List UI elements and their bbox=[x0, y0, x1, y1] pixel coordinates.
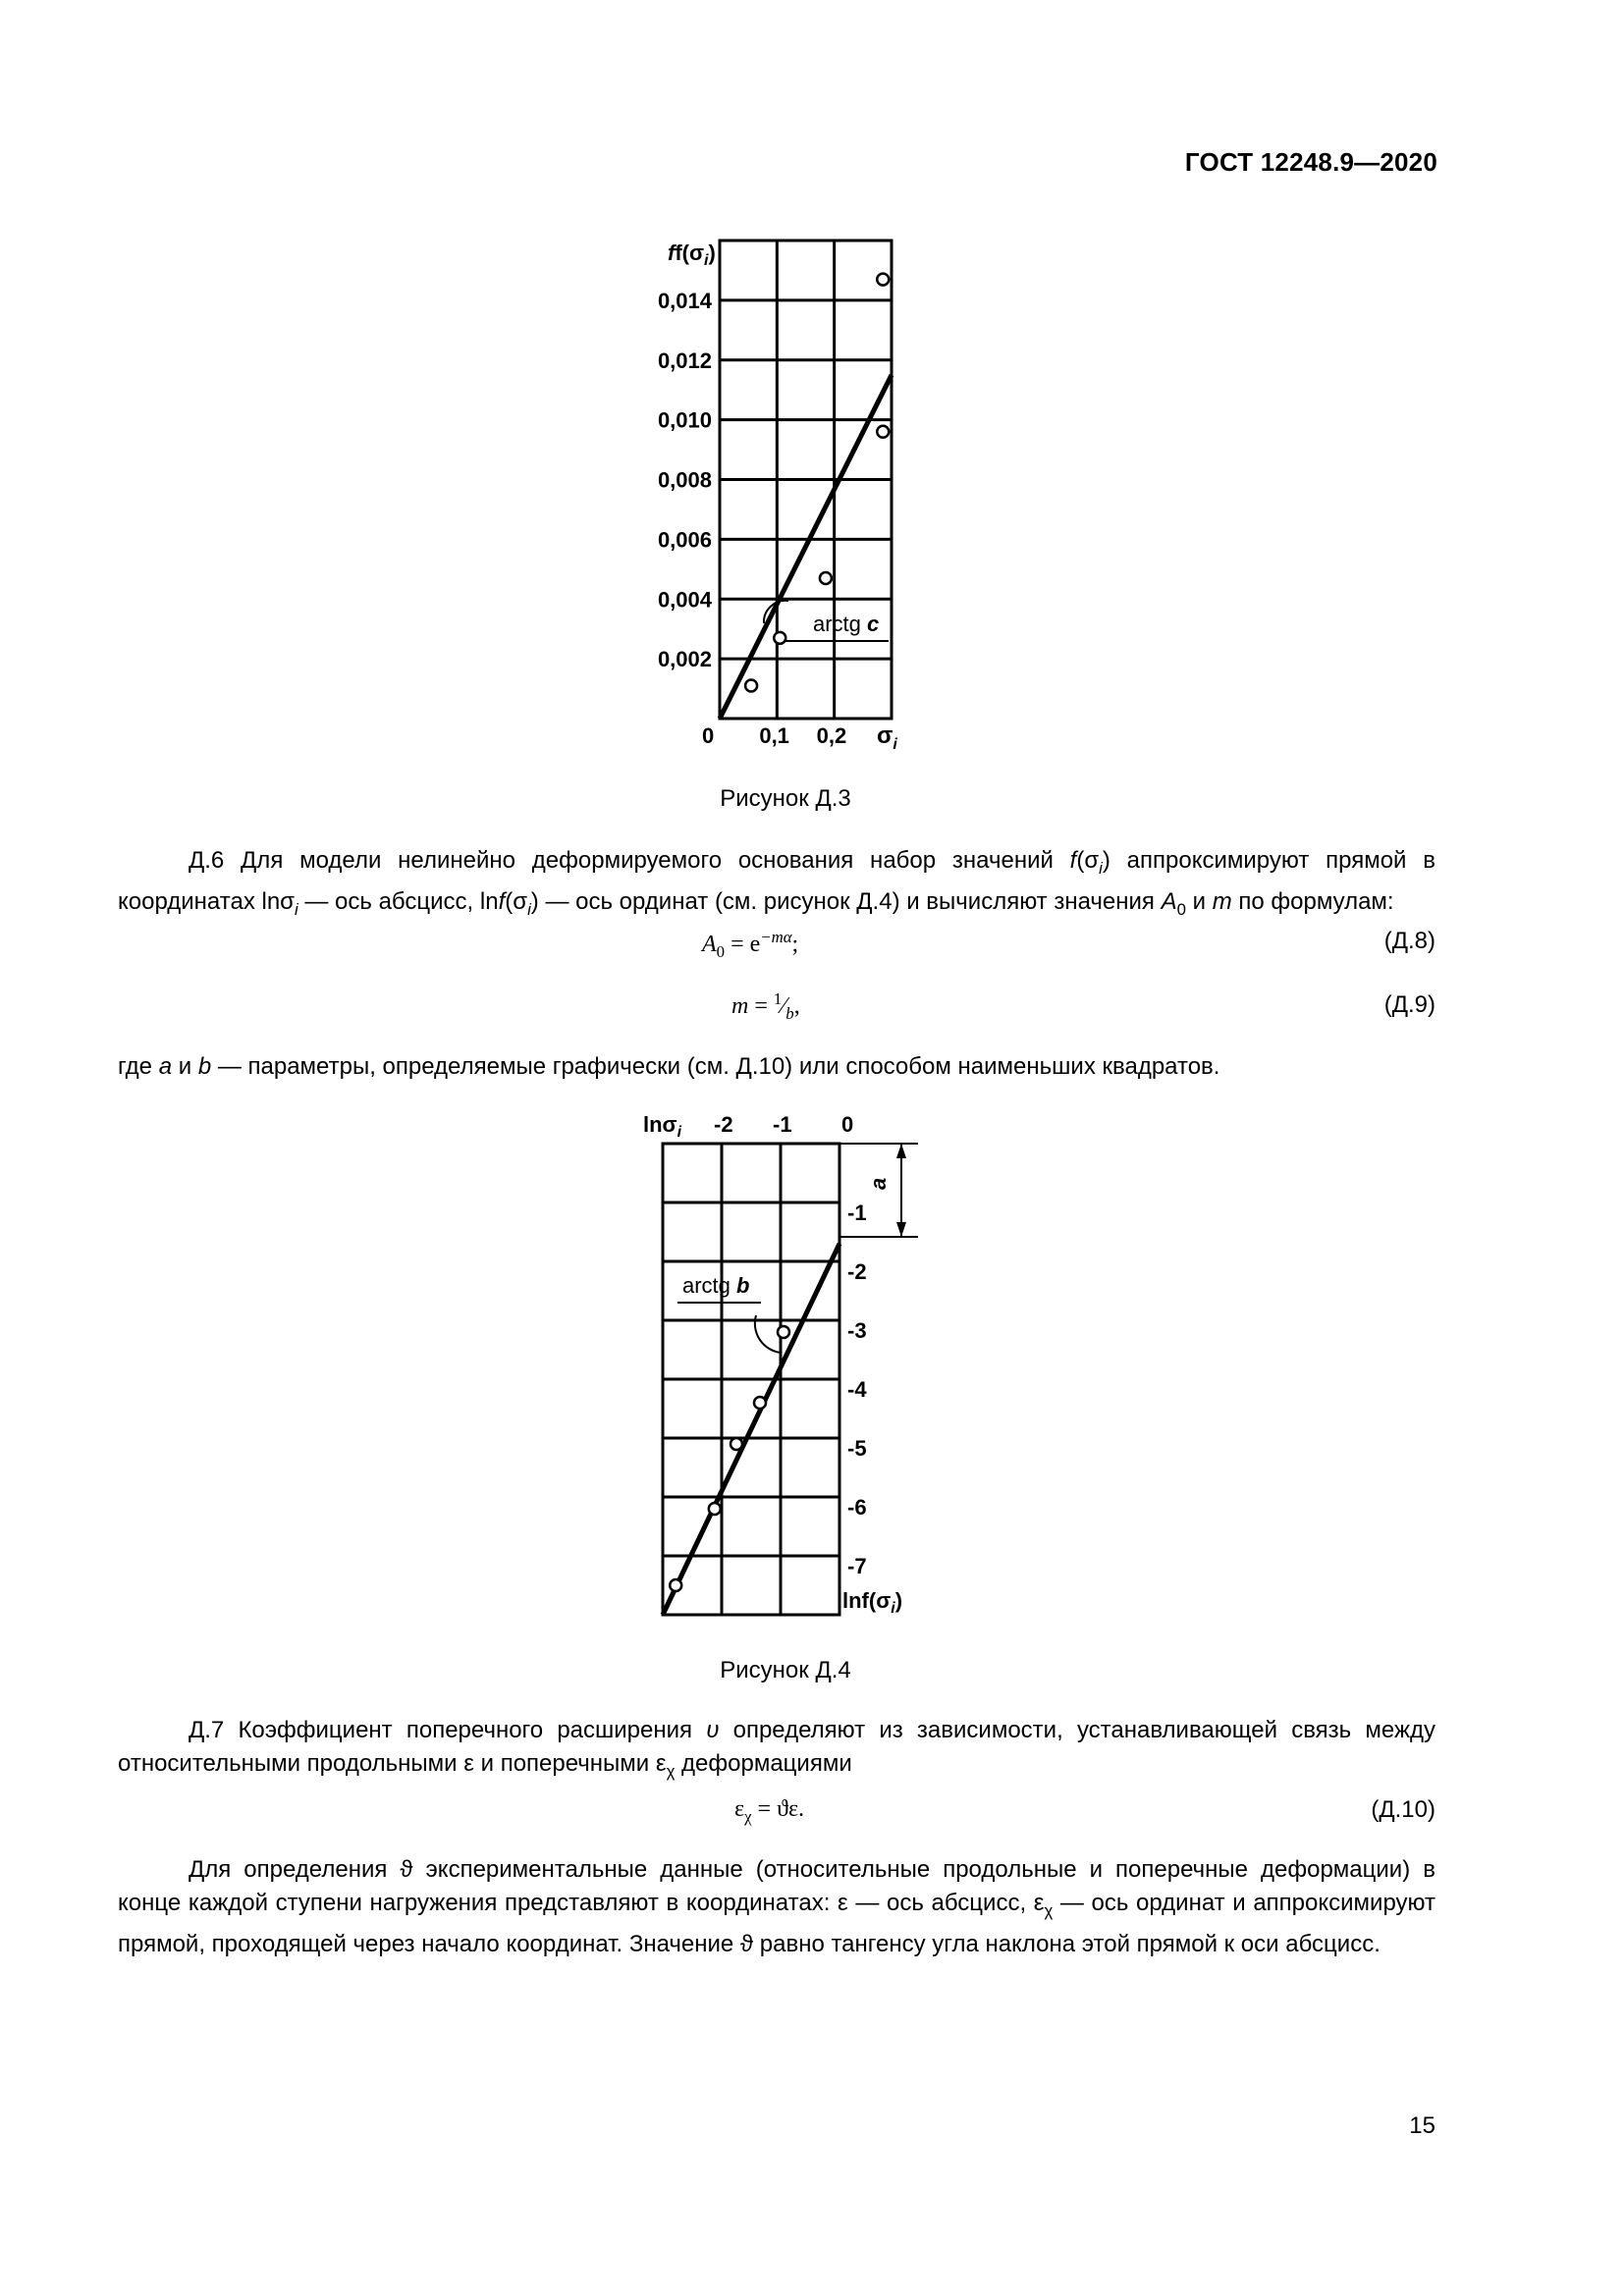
d3-data-point bbox=[877, 426, 889, 438]
d4-x-tick-label: -2 bbox=[714, 1112, 733, 1137]
d4-x-tick-label: 0 bbox=[841, 1112, 854, 1137]
paragraph-d7: Д.7 Коэффициент поперечного расширения υ определяют из зависимости, устанавливающей связь между относительными продольными ε и поперечными $\varepsilon_\chi$ деформациями bbox=[118, 1717, 1436, 1781]
d3-data-point bbox=[745, 680, 757, 692]
d3-data-point bbox=[877, 274, 889, 286]
d3-x-tick-label: 0,2 bbox=[816, 723, 847, 748]
figure-d3-caption: Рисунок Д.3 bbox=[720, 785, 851, 812]
d3-angle-label: arctg c bbox=[813, 612, 880, 636]
d4-y-tick-label: -7 bbox=[847, 1554, 867, 1578]
d4-dimension-label: a bbox=[866, 1177, 891, 1190]
figure-d4-chart bbox=[638, 1104, 933, 1644]
d3-y-tick-label: 0,014 bbox=[657, 288, 712, 313]
d4-y-tick-label: -1 bbox=[847, 1201, 867, 1225]
paragraph-d6: Д.6 Для модели нелинейно деформируемого основания набор значений $f(\sigma_i)$ аппроксимируют прямой в координатах lnσ$_i$ — ось абсцисс, $\ln f(\sigma_i)$ — ось ординат (см. рисунок Д.4) и вычисляют значения $A_0$ и m по формулам: bbox=[118, 847, 1435, 919]
d4-dimension-arrow-down bbox=[896, 1222, 906, 1237]
standard-header: ГОСТ 12248.9—2020 bbox=[1184, 147, 1437, 177]
d4-y-axis-label: $\ln f(\sigma_i)$ bbox=[842, 1588, 903, 1617]
paragraph-final: Для определения ϑ экспериментальные данные (относительные продольные и поперечные деформации) в конце каждой ступени нагружения представляют в координатах: ε — ось абсцисс, $\varepsilon_\chi$ — ось ординат и аппроксимируют прямой, проходящей через начало координат. Значение ϑ равно тангенсу угла наклона этой прямой к оси абсцисс. bbox=[118, 1856, 1435, 1957]
equation-d9-number: (Д.9) bbox=[1383, 991, 1435, 1018]
d4-dimension-arrow-up bbox=[896, 1144, 906, 1158]
d3-x-axis-label: $\sigma_i$ bbox=[877, 722, 897, 753]
d4-data-point bbox=[778, 1326, 789, 1338]
d3-fit-line bbox=[720, 375, 892, 719]
d3-y-tick-label: 0,002 bbox=[657, 647, 712, 672]
d3-y-axis-label: $ff(\sigma_i)$ bbox=[668, 240, 716, 269]
page-number: 15 bbox=[1409, 2112, 1435, 2139]
equation-d8: $A_0 = e^{-m\alpha}$; bbox=[702, 928, 799, 961]
equation-d10-number: (Д.10) bbox=[1371, 1796, 1435, 1823]
d4-data-point bbox=[754, 1397, 766, 1409]
d4-x-tick-label: -1 bbox=[773, 1112, 792, 1137]
d4-y-tick-label: -6 bbox=[847, 1495, 867, 1520]
d3-y-tick-label: 0,008 bbox=[657, 467, 712, 493]
d4-angle-label: arctg b bbox=[682, 1273, 750, 1298]
equation-d9: $m = ^1⁄_b$, bbox=[731, 989, 800, 1023]
d3-y-tick-label: 0,012 bbox=[657, 347, 712, 373]
d4-data-point bbox=[709, 1503, 721, 1515]
d4-fit-line bbox=[663, 1244, 839, 1615]
d3-grid bbox=[720, 240, 892, 719]
d4-y-tick-label: -4 bbox=[847, 1377, 867, 1402]
d4-data-point bbox=[670, 1579, 681, 1591]
paragraph-where: где a и b — параметры, определяемые графически (см. Д.10) или способом наименьших квадратов. bbox=[118, 1053, 1220, 1080]
d3-origin-label: 0 bbox=[702, 723, 715, 748]
d3-y-tick-label: 0,006 bbox=[657, 527, 712, 553]
equation-d10: $\varepsilon_\chi = ϑ\varepsilon$. bbox=[734, 1796, 805, 1826]
d4-y-tick-label: -3 bbox=[847, 1318, 867, 1343]
d4-y-tick-label: -2 bbox=[847, 1259, 867, 1284]
equation-d8-number: (Д.8) bbox=[1383, 928, 1435, 954]
d4-points bbox=[670, 1326, 789, 1591]
d3-data-point bbox=[774, 632, 785, 644]
d4-y-tick-label: -5 bbox=[847, 1436, 867, 1461]
d3-x-tick-label: 0,1 bbox=[759, 723, 789, 748]
d4-data-point bbox=[731, 1438, 742, 1450]
d3-data-point bbox=[820, 572, 832, 584]
d3-y-tick-label: 0,004 bbox=[657, 587, 712, 613]
d4-grid bbox=[663, 1144, 839, 1615]
d3-y-tick-label: 0,010 bbox=[657, 407, 712, 433]
figure-d3-chart bbox=[648, 231, 923, 761]
d4-x-axis-label: lnσ$_i$ bbox=[643, 1112, 682, 1141]
figure-d4-caption: Рисунок Д.4 bbox=[720, 1657, 851, 1683]
